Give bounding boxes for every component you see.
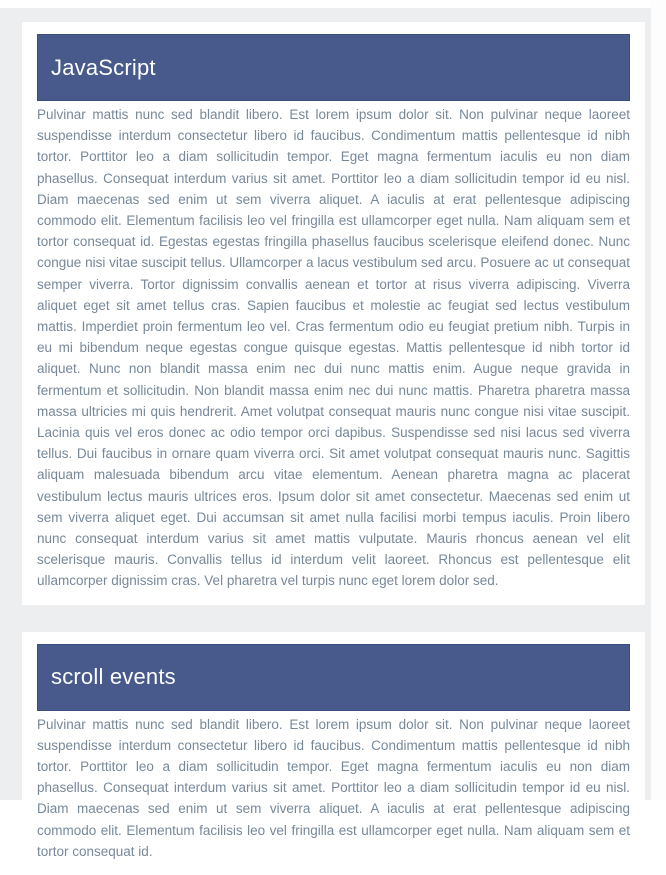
card-title: scroll events (51, 664, 176, 690)
card-body-text: Pulvinar mattis nunc sed blandit libero. Est lorem ipsum dolor sit. Non pulvinar neque laoreet suspendisse interdum consectetur libero id faucibus. Condimentum mattis pellentesque id nibh tortor. Porttitor leo a diam sollicitudin tempor. Eget magna fermentum iaculis eu non diam phasellus. Consequat interdum varius sit amet. Porttitor leo a diam sollicitudin tempor id eu nisl. Diam maecenas sed enim ut sem viverra aliquet. A iaculis at erat pellentesque adipiscing commodo elit. Elementum facilisis leo vel fringilla est ullamcorper eget nulla. Nam aliquam sem et tortor consequat id. (37, 716, 630, 859)
card-scroll-events (22, 632, 645, 875)
content-column (22, 22, 645, 875)
card-javascript (22, 22, 645, 605)
card-header (37, 34, 630, 101)
scrollbar[interactable] (651, 0, 666, 800)
card-body-text: Pulvinar mattis nunc sed blandit libero. Est lorem ipsum dolor sit. Non pulvinar neque laoreet suspendisse interdum consectetur libero id faucibus. Condimentum mattis pellentesque id nibh tortor. Porttitor leo a diam sollicitudin tempor. Eget magna fermentum iaculis eu non diam phasellus. Consequat interdum varius sit amet. Porttitor leo a diam sollicitudin tempor id eu nisl. Diam maecenas sed enim ut sem viverra aliquet. A iaculis at erat pellentesque adipiscing commodo elit. Elementum facilisis leo vel fringilla est ullamcorper eget nulla. Nam aliquam sem et tortor consequat id. Egestas egestas fringilla phasellus faucibus scelerisque eleifend donec. Nunc congue nisi vitae suscipit tellus. Ullamcorper a lacus vestibulum sed arcu. Posuere ac ut consequat semper viverra. Tortor dignissim convallis aenean et tortor at risus viverra adipiscing. Viverra aliquet eget sit amet tellus cras. Sapien faucibus et molestie ac feugiat sed lectus vestibulum mattis. Imperdiet proin fermentum leo vel. Cras fermentum odio eu feugiat pretium nibh. Turpis in eu mi bibendum neque egestas congue quisque egestas. Mattis pellentesque id nibh tortor id aliquet. Nunc non blandit massa enim nec dui nunc mattis enim. Augue neque gravida in fermentum et sollicitudin. Non blandit massa enim nec dui nunc mattis. Pharetra pharetra massa massa ultricies mi quis hendrerit. Amet volutpat consequat mauris nunc congue nisi vitae suscipit. Lacinia quis vel eros donec ac odio tempor orci dapibus. Suspendisse sed nisi lacus sed viverra tellus. Dui faucibus in ornare quam viverra orci. Sit amet volutpat consequat mauris nunc. Sagittis aliquam malesuada bibendum arcu vitae elementum. Aenean pharetra magna ac placerat vestibulum lectus mauris ultrices eros. Ipsum dolor sit amet consectetur. Maecenas sed enim ut sem viverra aliquet eget. Dui accumsan sit amet nulla facilisi morbi tempus iaculis. Proin libero nunc consequat interdum varius sit amet mattis vulputate. Mauris rhoncus aenean vel elit scelerisque mauris. Convallis tellus id interdum velit laoreet. Rhoncus est pellentesque elit ullamcorper dignissim cras. Vel pharetra vel turpis nunc eget lorem dolor sed. (37, 107, 630, 589)
card-title: JavaScript (51, 54, 156, 80)
card-header (37, 644, 630, 711)
